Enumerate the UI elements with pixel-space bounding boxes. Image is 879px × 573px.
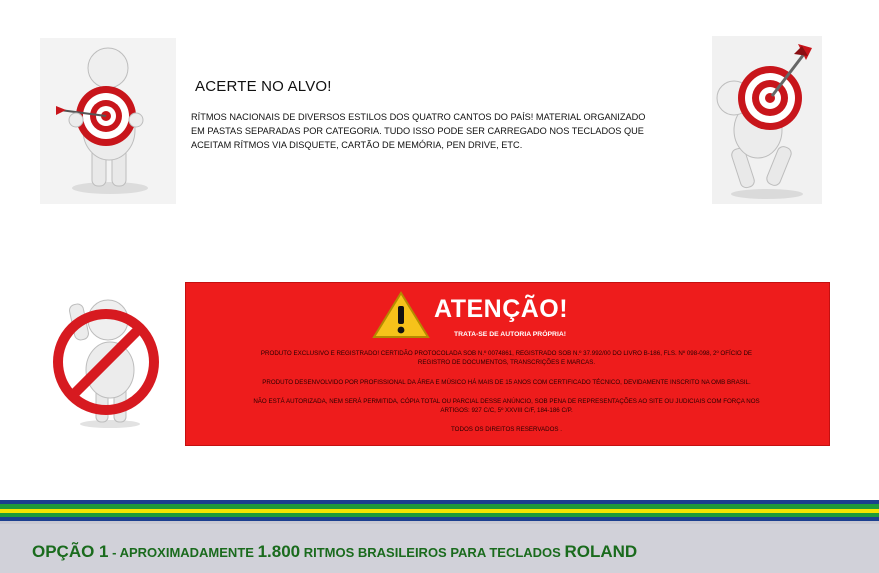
footer-brand: ROLAND [564, 542, 638, 561]
footer-count: 1.800 [257, 542, 301, 561]
stop-sign-figure-icon [48, 290, 168, 430]
warning-line-copy: NÃO ESTÁ AUTORIZADA, NEM SERÁ PERMITIDA, CÓPIA TOTAL OU PARCIAL DESSE ANÚNCIO, SOB PENA DE REPRESENTAÇÕES AO SITE OU JUDICIAIS COM FORÇA NOS [253, 398, 760, 405]
warning-line-registration: PRODUTO EXCLUSIVO E REGISTRADO! CERTIDÃO PROTOCOLADA SOB N.º 0074861, REGISTRADO SOB N.º 37.992/00 DO LIVRO B-186, FLS. Nº 098-098, 2º OFÍCIO DE [260, 350, 753, 357]
warning-line-registration-2: REGISTRO DE DOCUMENTOS, TRANSCRIÇÕES E MARCAS. [417, 359, 596, 366]
headline: ACERTE NO ALVO! [195, 78, 332, 95]
warning-line-rights: TODOS OS DIREITOS RESERVADOS . [451, 426, 562, 433]
footer-option: OPÇÃO 1 [32, 542, 109, 561]
carrying-target-figure-icon [712, 36, 822, 204]
warning-line-copy-2: ARTIGOS: 927 C/C, 5º XXVIII C/F, 184-186 C/P. [440, 407, 573, 414]
target-figure-icon [40, 38, 176, 204]
warning-subtitle: TRATA-SE DE AUTORIA PRÓPRIA! [453, 331, 567, 338]
footer-title [32, 542, 637, 562]
flag-stripes [0, 500, 879, 524]
footer-approx: - APROXIMADAMENTE [108, 545, 258, 560]
intro-text: RÍTMOS NACIONAIS DE DIVERSOS ESTILOS DOS QUATRO CANTOS DO PAÍS! MATERIAL ORGANIZADO EM PASTAS SEPARADAS POR CATEGORIA. TUDO ISSO PODE SER CARREGADO NOS TECLADOS QUE ACEITAM RÍTMOS VIA DISQUETE, CARTÃO DE MEMÓRIA, PEN DRIVE, ETC. [191, 112, 646, 151]
footer-description: RITMOS BRASILEIROS PARA TECLADOS [300, 545, 565, 560]
warning-line-professional: PRODUTO DESENVOLVIDO POR PROFISSIONAL DA ÁREA E MÚSICO HÁ MAIS DE 15 ANOS COM CERTIFICADO TÉCNICO, DEVIDAMENTE INSCRITO NA OMB BRASIL. [262, 379, 751, 386]
warning-title: ATENÇÃO! [434, 295, 569, 323]
